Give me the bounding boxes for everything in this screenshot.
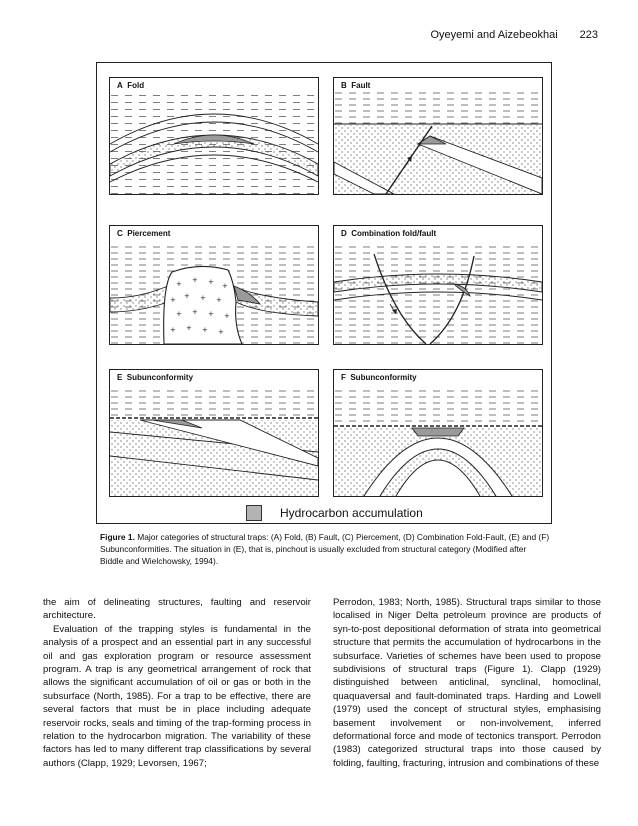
- subunconformity-f-diagram: [334, 370, 542, 496]
- caption-text: Major categories of structural traps: (A) Fold, (B) Fault, (C) Piercement, (D) Combination Fold-Fault, (E) and (F) Subunconformities. The situation in (E), that is, pinchout is usually excluded from structural category (Modified after Biddle and Wielchowsky, 1994).: [100, 532, 550, 566]
- fault-diagram: [334, 78, 542, 194]
- caption-label: Figure 1.: [100, 532, 135, 542]
- legend-label: Hydrocarbon accumulation: [280, 506, 423, 520]
- page-number: 223: [579, 29, 598, 41]
- svg-text:+: +: [202, 326, 208, 334]
- panel-d-label: D Combination fold/fault: [341, 229, 437, 238]
- svg-text:+: +: [192, 276, 198, 284]
- panel-e-subunconformity: [109, 369, 319, 497]
- piercement-diagram: [110, 226, 318, 344]
- svg-text:+: +: [216, 296, 222, 304]
- svg-text:+: +: [170, 296, 176, 304]
- hydrocarbon-swatch: [246, 505, 262, 521]
- paragraph: Perrodon, 1983; North, 1985). Structural traps similar to those localised in Niger Delta petroleum province are products of syn-to-post depositional deformation of strata into geometrical structure that permits the accumulation of hydrocarbons in the subsurface. Varieties of schemes have been used to propose subdivisions of structural traps (Figure 1). Clapp (1929) distinguished between anticlinal, synclinal, homoclinal, quaquaversal and fault-dominated traps. Harding and Lowell (1979) used the concept of structural styles, emphasising basement involvement or non-involvement, inferred deformational force and mode of tectonics transport. Perrodon (1983) categorized structural traps into those caused by folding, faulting, fracturing, intrusion and combinations of these: [333, 597, 601, 769]
- panel-d-combination: [333, 225, 543, 345]
- svg-text:+: +: [224, 312, 230, 320]
- panel-f-subunconformity: [333, 369, 543, 497]
- body-right-column: [333, 596, 601, 770]
- running-head-authors: Oyeyemi and Aizebeokhai: [430, 29, 558, 41]
- svg-text:+: +: [200, 294, 206, 302]
- svg-text:+: +: [184, 292, 190, 300]
- fold-diagram: [110, 78, 318, 194]
- paragraph: Evaluation of the trapping styles is fundamental in the analysis of a prospect and an essential part in any successful oil and gas exploration program or resource assessment program. A trap is any geometrical arrangement of rock that allows the significant accumulation of oil or gas or both in the subsurface (North, 1985). For a trap to be effective, there are several factors that must be in place including adequate reservoir rocks, seals and timing of the trap-forming process in relation to the hydrocarbon migration. The variability of these factors has led to many different trap classifications by several authors (Clapp, 1929; Levorsen, 1967;: [43, 623, 311, 769]
- svg-text:+: +: [208, 278, 214, 286]
- figure-legend: [246, 505, 423, 521]
- panel-a-fold: [109, 77, 319, 195]
- svg-text:+: +: [208, 310, 214, 318]
- panel-b-label: B Fault: [341, 81, 371, 90]
- panel-b-fault: [333, 77, 543, 195]
- svg-text:+: +: [176, 280, 182, 288]
- panel-a-label: A Fold: [117, 81, 145, 90]
- paragraph: the aim of delineating structures, faulting and reservoir architecture.: [43, 597, 311, 622]
- panel-f-label: F Subunconformity: [341, 373, 417, 382]
- combination-diagram: [334, 226, 542, 344]
- svg-text:+: +: [192, 308, 198, 316]
- svg-text:+: +: [170, 326, 176, 334]
- subunconformity-f-hydrocarbon: [412, 428, 464, 436]
- svg-text:+: +: [176, 310, 182, 318]
- running-head: [430, 29, 598, 41]
- figure-1: [96, 62, 552, 524]
- panel-c-piercement: [109, 225, 319, 345]
- body-left-column: [43, 596, 311, 770]
- subunconformity-e-diagram: [110, 370, 318, 496]
- svg-text:+: +: [186, 324, 192, 332]
- svg-text:+: +: [218, 328, 224, 336]
- svg-text:+: +: [222, 282, 228, 290]
- figure-caption: [100, 531, 550, 567]
- panel-e-label: E Subunconformity: [117, 373, 194, 382]
- panel-c-label: C Piercement: [117, 229, 171, 238]
